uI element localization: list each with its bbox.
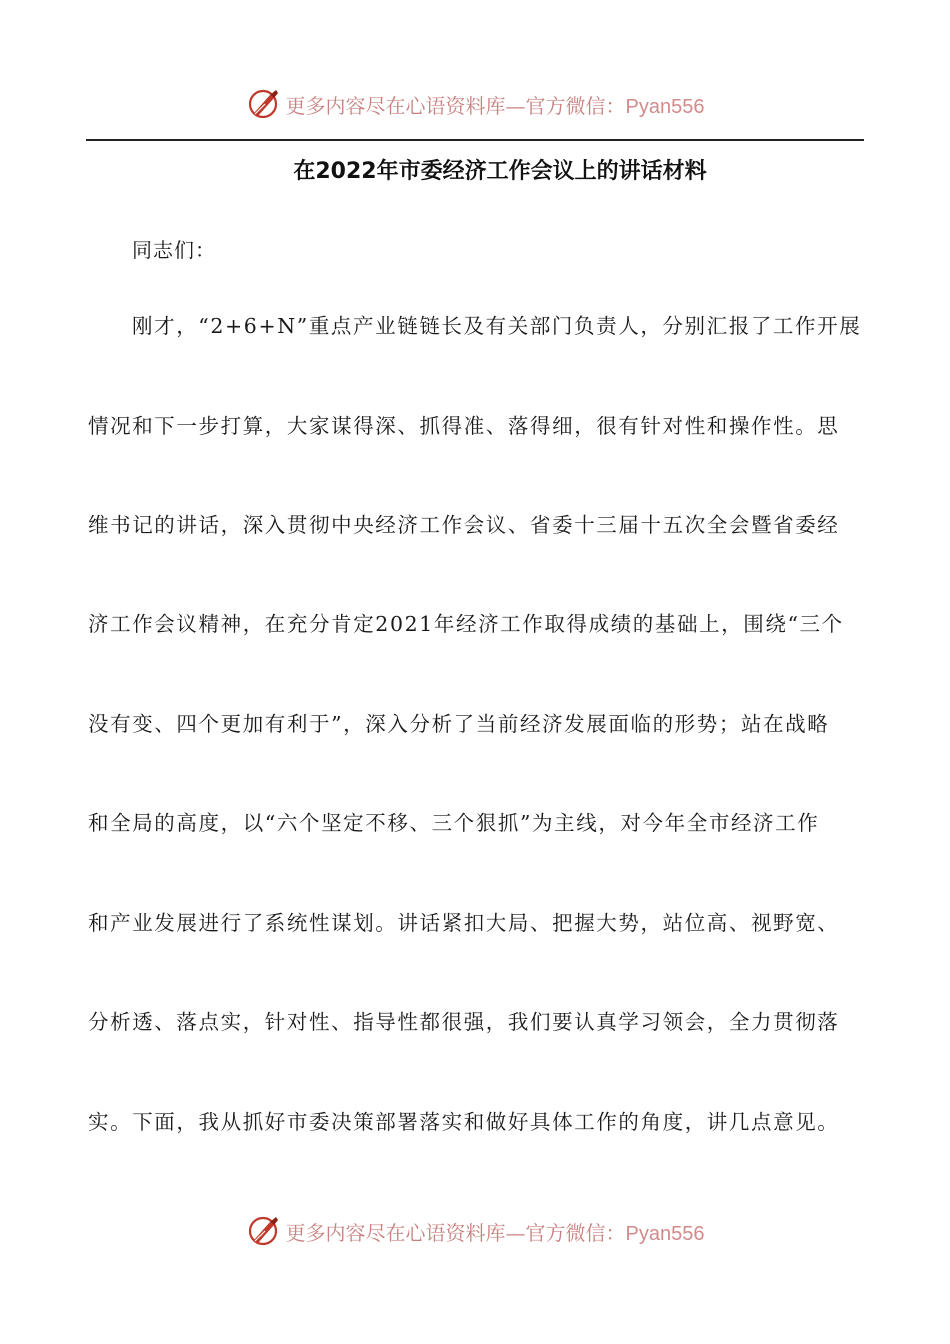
banner-text: 更多内容尽在心语资料库—官方微信：Pyan556 bbox=[285, 1220, 705, 1245]
greeting: 同志们： bbox=[132, 238, 216, 262]
header-divider bbox=[86, 139, 864, 141]
paragraph-line: 济工作会议精神，在充分肯定2021年经济工作取得成绩的基础上，围绕“三个 bbox=[88, 612, 844, 636]
banner-text: 更多内容尽在心语资料库—官方微信：Pyan556 bbox=[285, 93, 705, 118]
paragraph-line: 实。下面，我从抓好市委决策部署落实和做好具体工作的角度，讲几点意见。 bbox=[88, 1110, 840, 1134]
paragraph-line: 和全局的高度，以“六个坚定不移、三个狠抓”为主线，对今年全市经济工作 bbox=[88, 811, 820, 835]
document-title: 在2022年市委经济工作会议上的讲话材料 bbox=[293, 159, 707, 184]
paragraph-line: 刚才，“2+6+N”重点产业链链长及有关部门负责人，分别汇报了工作开展 bbox=[132, 314, 862, 338]
pen-nib-circle-icon bbox=[246, 86, 282, 122]
header-banner bbox=[0, 84, 950, 124]
pen-nib-circle-icon bbox=[246, 1213, 282, 1249]
paragraph-line: 情况和下一步打算，大家谋得深、抓得准、落得细，很有针对性和操作性。思 bbox=[88, 414, 840, 438]
paragraph-line: 维书记的讲话，深入贯彻中央经济工作会议、省委十三届十五次全会暨省委经 bbox=[88, 513, 840, 537]
wechat-id: Pyan556 bbox=[625, 1222, 705, 1245]
footer-banner bbox=[0, 1211, 950, 1251]
wechat-id: Pyan556 bbox=[625, 95, 705, 118]
paragraph-line: 没有变、四个更加有利于”，深入分析了当前经济发展面临的形势；站在战略 bbox=[88, 712, 830, 736]
paragraph-line: 和产业发展进行了系统性谋划。讲话紧扣大局、把握大势，站位高、视野宽、 bbox=[88, 911, 840, 935]
paragraph-line: 分析透、落点实，针对性、指导性都很强，我们要认真学习领会，全力贯彻落 bbox=[88, 1010, 840, 1034]
